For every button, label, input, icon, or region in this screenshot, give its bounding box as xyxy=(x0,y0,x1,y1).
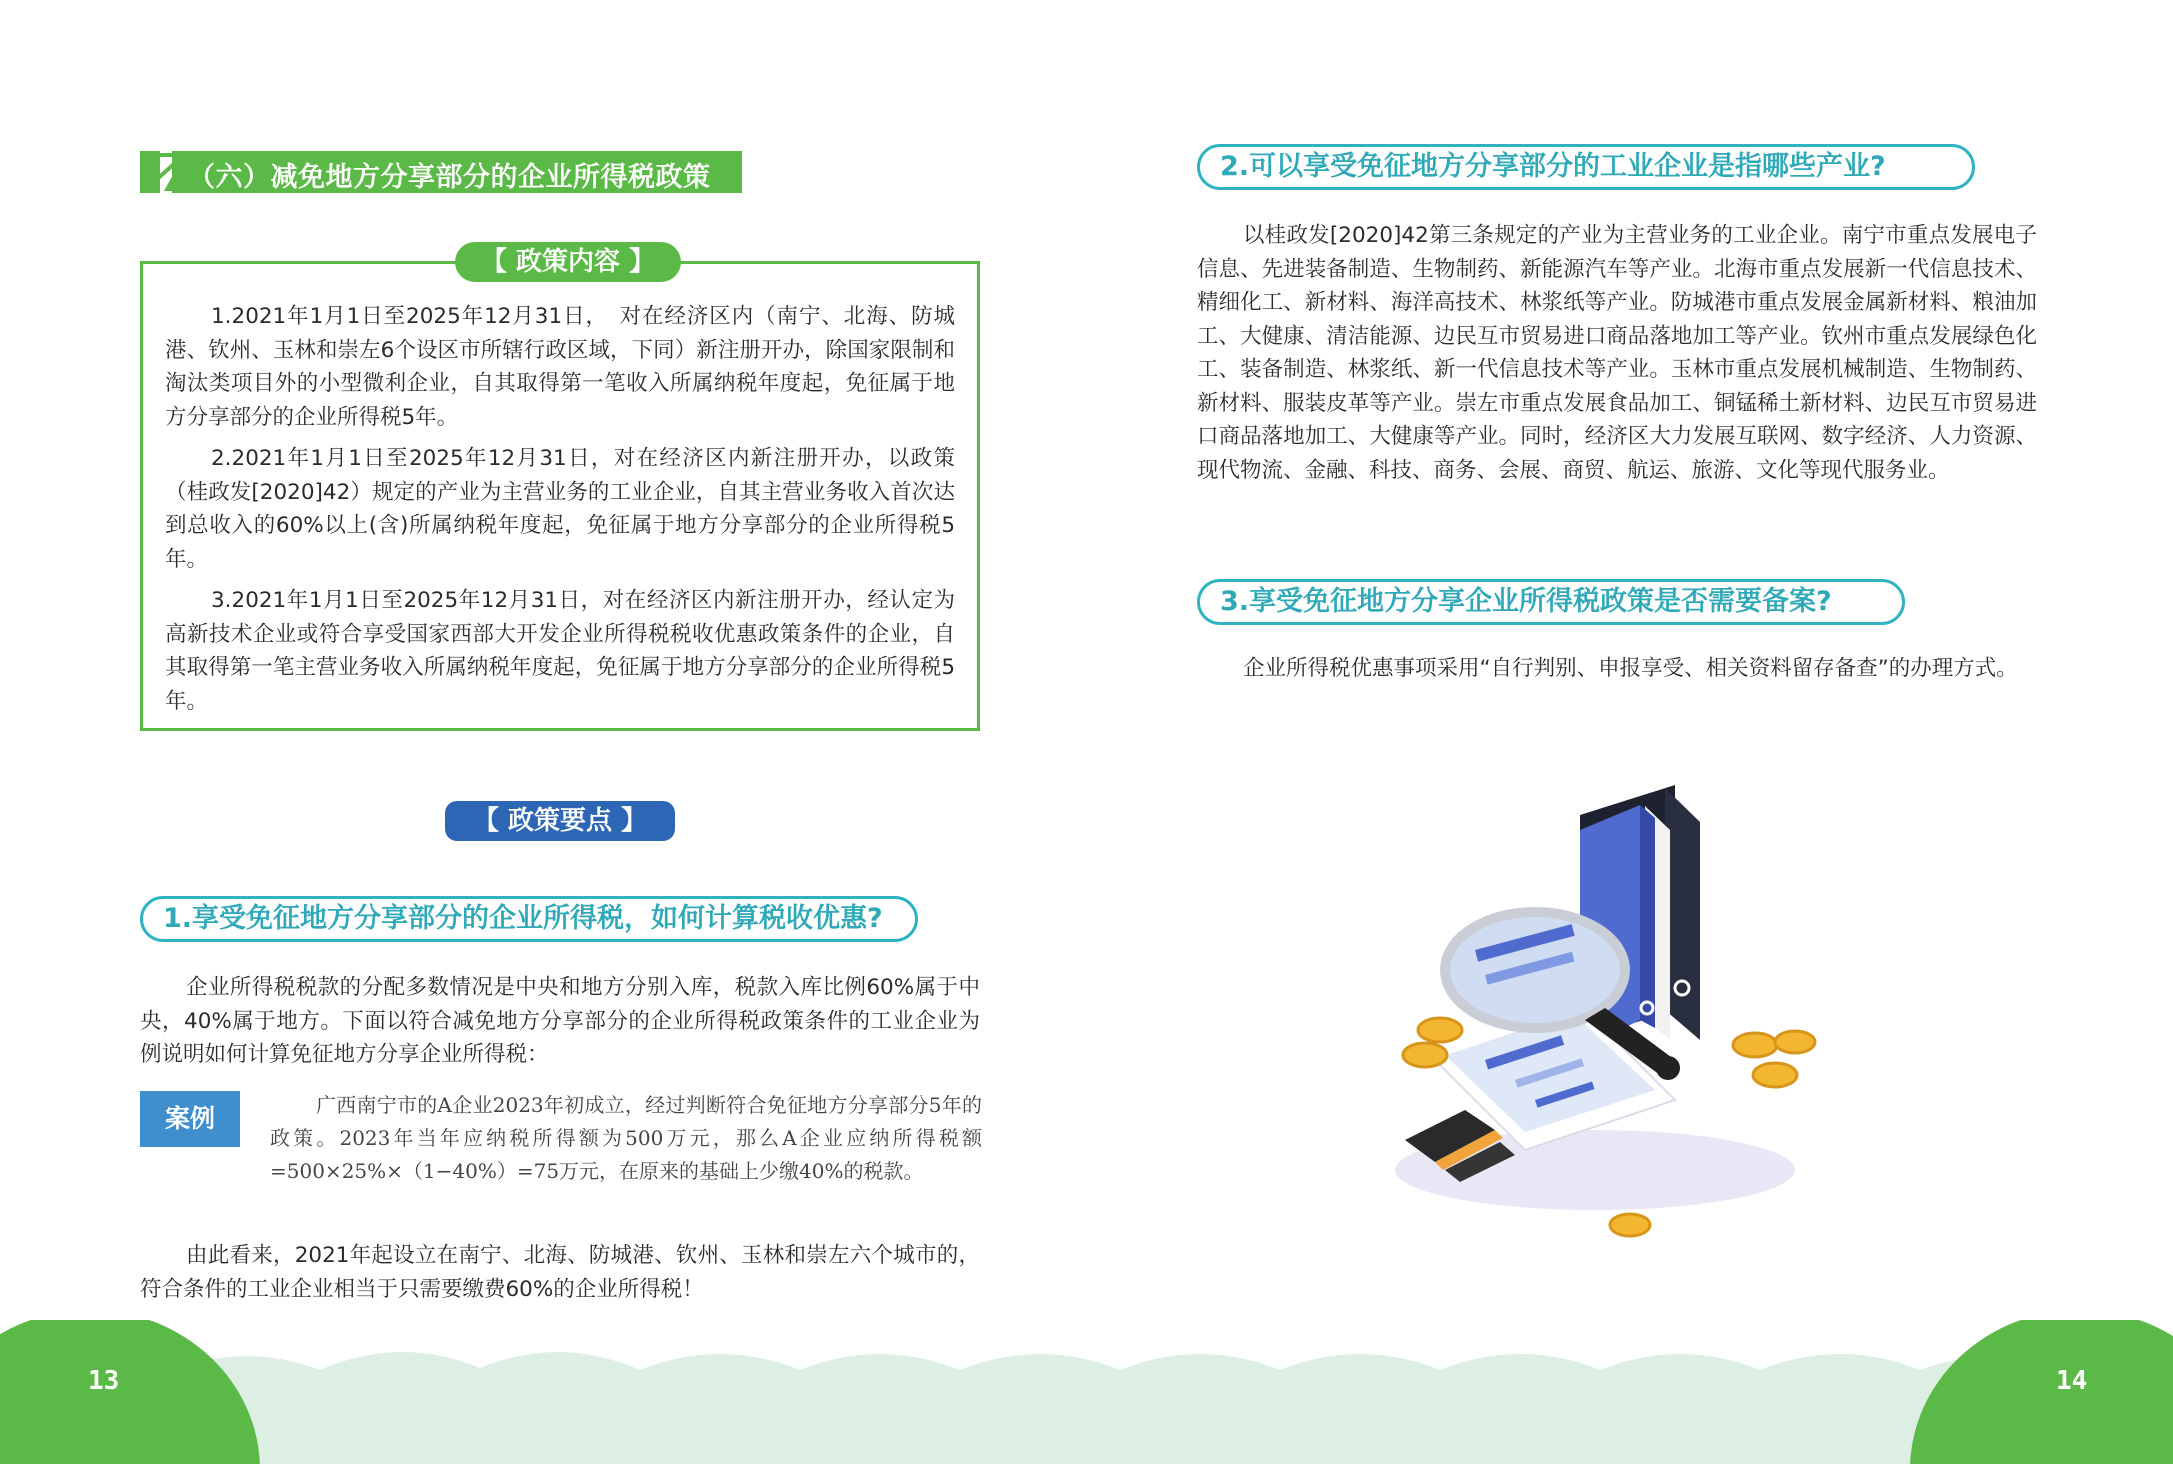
case-label: 案例 xyxy=(140,1091,240,1147)
question-3-body: 企业所得税优惠事项采用“自行判别、申报享受、相关资料留存备查”的办理方式。 xyxy=(1243,656,2018,681)
question-2-body: 以桂政发[2020]42第三条规定的产业为主营业务的工业企业。南宁市重点发展电子信息、先进装备制造、生物制药、新能源汽车等产业。北海市重点发展新一代信息技术、精细化工、新材料、海洋高技术、林浆纸等产业。防城港市重点发展金属新材料、粮油加工、大健康、清洁能源、边民互市贸易进口商品落地加工等产业。钦州市重点发展绿色化工、装备制造、林浆纸、新一代信息技术等产业。玉林市重点发展机械制造、生物制药、新材料、服装皮革等产业。崇左市重点发展食品加工、铜锰稀土新材料、边民互市贸易进口商品落地加工、大健康等产业。同时，经济区大力发展互联网、数字经济、人力资源、现代物流、金融、科技、商务、会展、商贸、航运、旅游、文化等现代服务业。 xyxy=(1197,223,2037,483)
question-2-header: 2.可以享受免征地方分享部分的工业企业是指哪些产业? xyxy=(1197,144,1975,190)
policy-points-label: 【 政策要点 】 xyxy=(445,801,675,841)
conclusion-text: 由此看来，2021年起设立在南宁、北海、防城港、钦州、玉林和崇左六个城市的，符合条件的工业企业相当于只需要缴费60%的企业所得税！ xyxy=(140,1243,980,1302)
case-text: 广西南宁市的A企业2023年初成立，经过判断符合免征地方分享部分5年的政策。2023年当年应纳税所得额为500万元，那么A企业应纳所得税额=500×25%×（1−40%）=75万元，在原来的基础上少缴40%的税款。 xyxy=(270,1093,982,1183)
left-page xyxy=(0,0,1086,1464)
section-title: （六）减免地方分享部分的企业所得税政策 xyxy=(188,162,711,193)
policy-items xyxy=(165,300,955,726)
policy-item: 1.2021年1月1日至2025年12月31日， 对在经济区内（南宁、北海、防城港、钦州、玉林和崇左6个设区市所辖行政区域，下同）新注册开办，除国家限制和淘汰类项目外的小型微利企业，自其取得第一笔收入所属纳税年度起，免征属于地方分享部分的企业所得税5年。 xyxy=(165,304,955,430)
finance-documents-illustration xyxy=(1375,770,1845,1250)
page-number-right: 14 xyxy=(2056,1366,2088,1396)
page-number-left: 13 xyxy=(88,1366,120,1396)
question-3-header: 3.享受免征地方分享企业所得税政策是否需要备案? xyxy=(1197,579,1905,625)
policy-item: 2.2021年1月1日至2025年12月31日，对在经济区内新注册开办，以政策（桂政发[2020]42）规定的产业为主营业务的工业企业，自其主营业务收入首次达到总收入的60%以上(含)所属纳税年度起，免征属于地方分享部分的企业所得税5年。 xyxy=(165,446,955,572)
question-1-body: 企业所得税税款的分配多数情况是中央和地方分别入库，税款入库比例60%属于中央，40%属于地方。下面以符合减免地方分享部分的企业所得税政策条件的工业企业为例说明如何计算免征地方分享企业所得税： xyxy=(140,975,980,1067)
question-1-header: 1.享受免征地方分享部分的企业所得税，如何计算税收优惠? xyxy=(140,896,918,942)
section-banner xyxy=(140,151,742,193)
policy-content-label: 【 政策内容 】 xyxy=(455,242,681,282)
policy-item: 3.2021年1月1日至2025年12月31日，对在经济区内新注册开办，经认定为高新技术企业或符合享受国家西部大开发企业所得税税收优惠政策条件的企业，自其取得第一笔主营业务收入所属纳税年度起，免征属于地方分享部分的企业所得税5年。 xyxy=(165,588,955,714)
bottom-wave-decoration xyxy=(0,1320,2173,1464)
